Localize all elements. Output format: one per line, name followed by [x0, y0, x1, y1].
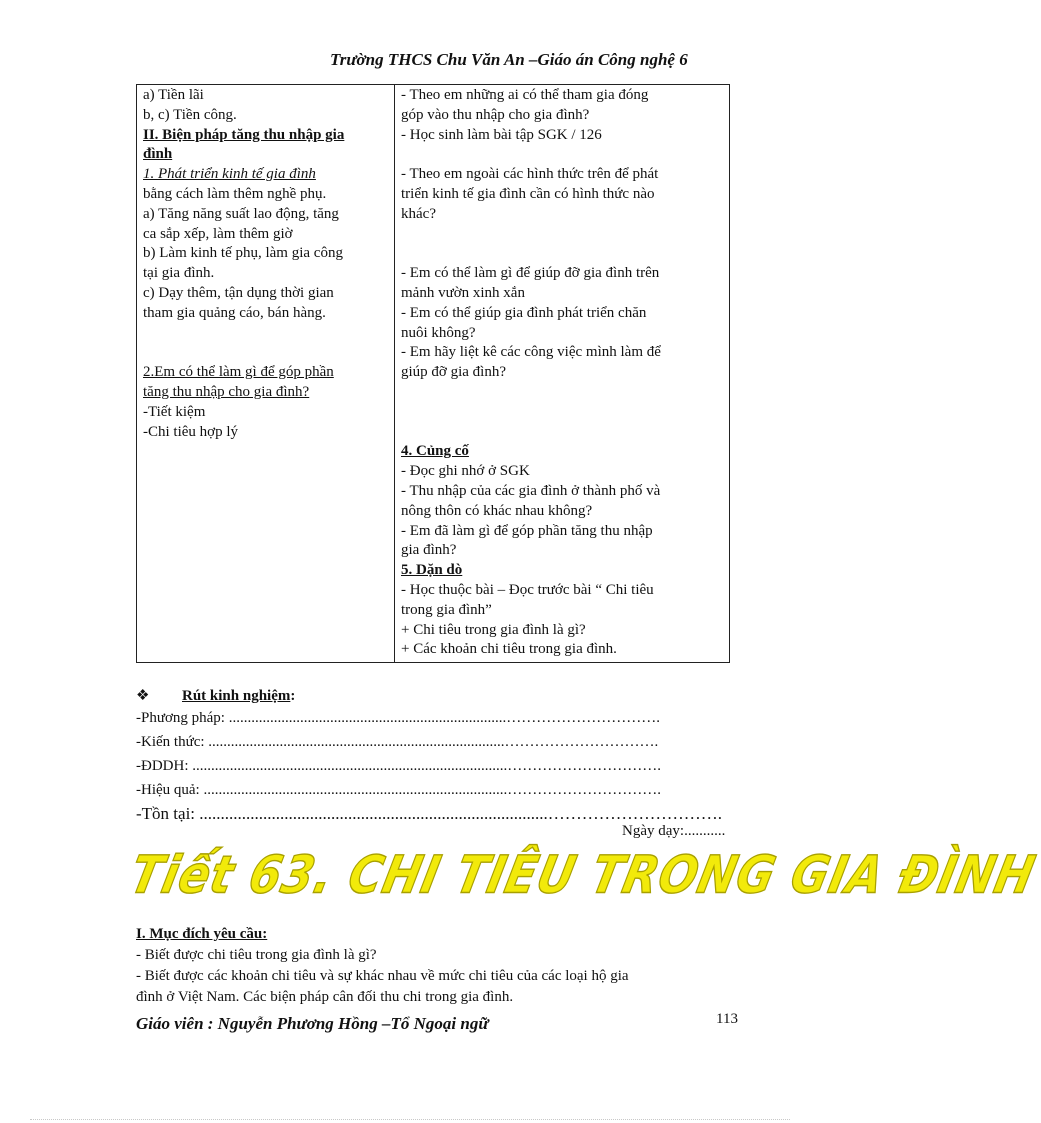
blank-line [401, 244, 725, 264]
text-line: c) Dạy thêm, tận dụng thời gian [143, 284, 334, 301]
text-line: giúp đỡ gia đình? [401, 364, 506, 381]
page-number: 113 [716, 1011, 738, 1027]
purpose-title: I. Mục đích yêu cầu: [136, 926, 268, 942]
text-line: - Em có thể làm gì để giúp đỡ gia đình trên [401, 265, 660, 282]
purpose-item: - Biết được các khoản chi tiêu và sự khác nhau về mức chi tiêu của các loại hộ gia [136, 968, 629, 984]
text-line: ca sắp xếp, làm thêm giờ [143, 225, 293, 242]
page-header: Trường THCS Chu Văn An –Giáo án Công nghệ 6 [330, 50, 688, 69]
text-line: + Các khoản chi tiêu trong gia đình. [401, 641, 617, 658]
purpose-item: - Biết được chi tiêu trong gia đình là gì? [136, 947, 377, 963]
text-line: triển kinh tế gia đình cần có hình thức nào [401, 185, 655, 202]
text-line: - Em hãy liệt kê các công việc mình làm để [401, 344, 661, 361]
blank-line [401, 423, 725, 443]
content-column [137, 85, 395, 663]
text-line: góp vào thu nhập cho gia đình? [401, 106, 590, 123]
text-line: nông thôn có khác nhau không? [401, 502, 593, 519]
text-line: + Chi tiêu trong gia đình là gì? [401, 621, 586, 638]
text-line: bằng cách làm thêm nghề phụ. [143, 185, 327, 202]
text-line: b) Làm kinh tế phụ, làm gia công [143, 245, 343, 262]
reflection-equipment-line: -ĐDDH: ....................................................................................…………………………. [136, 758, 661, 774]
text-line: trong gia đình” [401, 601, 492, 618]
blank-line [401, 403, 725, 423]
text-line: tại gia đình. [143, 265, 215, 282]
text-line: gia đình? [401, 542, 457, 559]
teaching-date: Ngày dạy:........... [622, 823, 726, 839]
text-line: tham gia quảng cáo, bán hàng. [143, 304, 326, 321]
text-line: - Em có thể giúp gia đình phát triển chăn [401, 304, 647, 321]
reflection-colon: : [290, 688, 296, 704]
activity-column [395, 85, 730, 663]
reflection-heading [136, 686, 295, 705]
text-line: - Thu nhập của các gia đình ở thành phố và [401, 482, 661, 499]
text-line: b, c) Tiền công. [143, 106, 237, 123]
page-footer: Giáo viên : Nguyễn Phương Hồng –Tổ Ngoại ngữ [136, 1014, 489, 1033]
consolidation-heading: 4. Củng cố [401, 443, 469, 460]
text-line: - Em đã làm gì để góp phần tăng thu nhập [401, 522, 653, 539]
reflection-issues-line: -Tồn tại: ..................................................................................…………………………. [136, 804, 723, 823]
homework-heading: 5. Dặn dò [401, 562, 463, 579]
blank-line [401, 225, 725, 245]
text-line: -Tiết kiệm [143, 403, 206, 420]
text-line: - Theo em ngoài các hình thức trên để phát [401, 166, 659, 183]
lesson-title: Tiết 63. CHI TIÊU TRONG GIA ĐÌNH [125, 844, 1041, 905]
diamond-bullet-icon: ❖ [136, 688, 150, 704]
text-line: mảnh vườn xinh xắn [401, 284, 525, 301]
section-heading-cont: đình [143, 146, 173, 163]
reflection-method-line: -Phương pháp: ..........................................................................…………………………. [136, 710, 660, 726]
purpose-item-cont: đình ở Việt Nam. Các biện pháp cân đối thu chi trong gia đình. [136, 989, 514, 1005]
blank-line [401, 145, 725, 165]
reflection-title: Rút kinh nghiệm [182, 688, 291, 704]
lesson-table [136, 84, 730, 663]
reflection-effectiveness-line: -Hiệu quả: .................................................................................…………………………. [136, 782, 661, 798]
text-line: - Theo em những ai có thể tham gia đóng [401, 87, 649, 103]
text-line: - Đọc ghi nhớ ở SGK [401, 463, 530, 480]
blank-line [143, 324, 390, 344]
question-heading-cont: tăng thu nhập cho gia đình? [143, 383, 310, 400]
text-line: - Học thuộc bài – Đọc trước bài “ Chi tiêu [401, 581, 654, 598]
blank-line [143, 343, 390, 363]
blank-line [401, 383, 725, 403]
page-edge-divider [30, 1119, 790, 1120]
text-line: - Học sinh làm bài tập SGK / 126 [401, 126, 602, 143]
text-line: -Chi tiêu hợp lý [143, 423, 239, 440]
section-heading: II. Biện pháp tăng thu nhập gia [143, 126, 345, 143]
text-line: nuôi không? [401, 324, 476, 341]
question-heading: 2.Em có thể làm gì để góp phần [143, 364, 334, 381]
text-line: a) Tiền lãi [143, 87, 204, 103]
subsection-heading: 1. Phát triển kinh tế gia đình [143, 166, 316, 183]
text-line: khác? [401, 205, 436, 222]
reflection-knowledge-line: -Kiến thức: ...............................................................................…………………………. [136, 734, 659, 750]
text-line: a) Tăng năng suất lao động, tăng [143, 205, 339, 222]
purpose-section [136, 924, 736, 1008]
